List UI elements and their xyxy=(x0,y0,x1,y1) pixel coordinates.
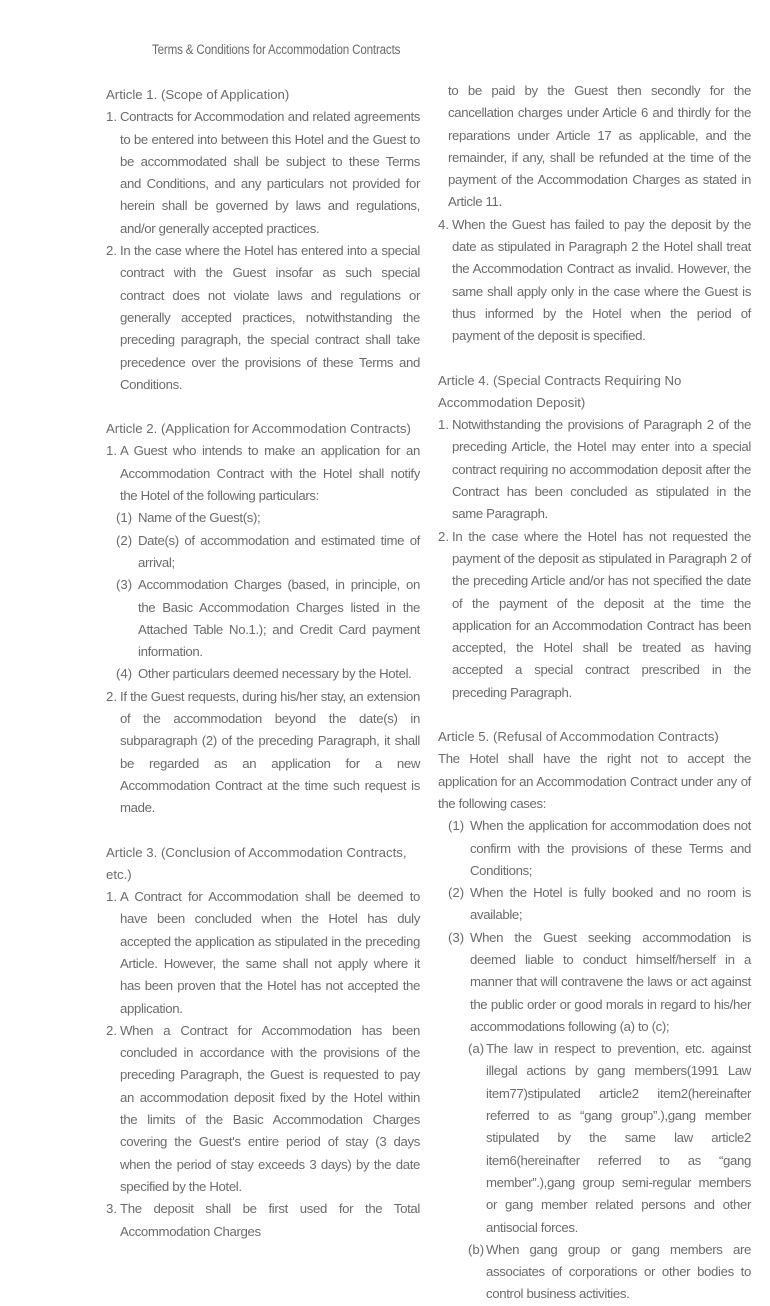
article-5-item-3-a: (a) The law in respect to prevention, etc. against illegal actions by gang members(1991 Law item77)stipulated article2 item2(hereinafter referred to as “gang group”.),gang member stipulated by the same law article2 item6(hereinafter referred to as “gang member”.),gang group semi-regular members or gang member related persons and other antisocial forces. xyxy=(468,1041,751,1235)
article-3-paragraph-3-continued: to be paid by the Guest then secondly for the cancellation charges under Article 6 and thirdly for the reparations under Article 17 as applicable, and the remainder, if any, shall be refunded at the time of the payment of the Accommodation Charges as stated in Article 11. xyxy=(448,83,751,210)
article-5-intro: The Hotel shall have the right not to accept the application for an Accommodation Contract under any of the following cases: xyxy=(438,751,751,811)
article-3-paragraph-4: 4. When the Guest has failed to pay the deposit by the date as stipulated in Paragraph 2 the Hotel shall treat the Accommodation Contract as invalid. However, the same shall apply only in the case where the Guest is thus informed by the Hotel when the period of payment of the deposit is specified. xyxy=(438,216,751,344)
article-4-paragraph-2: 2. In the case where the Hotel has not requested the payment of the deposit as stipulated in Paragraph 2 of the preceding Article and/or has not specified the date of the payment of the deposit at the time the application for an Accommodation Contract has been accepted, the Hotel shall be treated as having accepted a special contract prescribed in the preceding Paragraph. xyxy=(438,528,751,700)
article-4-paragraph-1: 1. Notwithstanding the provisions of Paragraph 2 of the preceding Article, the Hotel may enter into a special contract requiring no accommodation deposit after the Contract has been concluded as stipulated in the same Paragraph. xyxy=(438,417,751,522)
article-1-heading: Article 1. (Scope of Application) xyxy=(106,87,290,102)
article-5-heading: Article 5. (Refusal of Accommodation Contracts) xyxy=(438,729,719,745)
article-3-paragraph-2: 2. When a Contract for Accommodation has been concluded in accordance with the provisions of the preceding Paragraph, the Guest is requested to pay an accommodation deposit fixed by the Hotel within the limits of the Basic Accommodation Charges covering the Guest's entire period of stay (3 days when the period of stay exceeds 3 days) by the date specified by the Hotel. xyxy=(106,1022,420,1194)
article-3-heading: Article 3. (Conclusion of Accommodation Contracts, etc.) xyxy=(106,844,407,882)
left-column xyxy=(106,84,420,1243)
article-2-item-4: (4) Other particulars deemed necessary by the Hotel. xyxy=(116,666,412,682)
article-2-item-2: (2) Date(s) of accommodation and estimated time of arrival; xyxy=(116,532,420,570)
article-5-item-3-b: (b) When gang group or gang members are associates of corporations or other bodies to control business activities. xyxy=(468,1241,751,1302)
page-title: Terms & Conditions for Accommodation Contracts xyxy=(152,42,401,57)
article-5-item-3: (3) When the Guest seeking accommodation is deemed liable to conduct himself/herself in a manner that will contravene the laws or act against the public order or good morals in regard to his/her accommodations following (a) to (c); xyxy=(448,929,751,1034)
article-1-paragraph-1: 1. Contracts for Accommodation and related agreements to be entered into between this Hotel and the Guest to be accommodated shall be subject to these Terms and Conditions, and any particulars not provided for herein shall be governed by laws and regulations, and/or generally accepted practices. xyxy=(106,109,420,236)
article-2-item-3: (3) Accommodation Charges (based, in principle, on the Basic Accommodation Charges listed in the Attached Table No.1.); and Credit Card payment information. xyxy=(116,577,420,660)
article-5-item-1: (1) When the application for accommodation does not confirm with the provisions of these Terms and Conditions; xyxy=(448,818,751,878)
article-1-paragraph-2: 2. In the case where the Hotel has entered into a special contract with the Guest insofar as such special contract does not violate laws and regulations or generally accepted practices, notwithstanding the preceding paragraph, the special contract shall take precedence over the provisions of these Terms and Conditions. xyxy=(106,243,420,392)
right-column xyxy=(438,80,751,1306)
article-2-heading: Article 2. (Application for Accommodation Contracts) xyxy=(106,421,411,437)
article-2-paragraph-1: 1. A Guest who intends to make an application for an Accommodation Contract with the Hotel shall notify the Hotel of the following particulars: xyxy=(106,443,420,504)
article-2-item-1: (1) Name of the Guest(s); xyxy=(116,510,261,526)
article-2-paragraph-2: 2. If the Guest requests, during his/her stay, an extension of the accommodation beyond the date(s) in subparagraph (2) of the preceding Paragraph, it shall be regarded as an application for a new Accommodation Contract at the time such request is made. xyxy=(106,688,420,816)
article-3-paragraph-3: 3. The deposit shall be first used for the Total Accommodation Charges xyxy=(106,1201,420,1239)
article-5-item-2: (2) When the Hotel is fully booked and no room is available; xyxy=(448,885,751,923)
article-4-heading: Article 4. (Special Contracts Requiring No Accommodation Deposit) xyxy=(438,372,682,410)
article-3-paragraph-1: 1. A Contract for Accommodation shall be deemed to have been concluded when the Hotel has duly accepted the application as stipulated in the preceding Article. However, the same shall not apply where it has been proven that the Hotel has not accepted the application. xyxy=(106,889,420,1016)
